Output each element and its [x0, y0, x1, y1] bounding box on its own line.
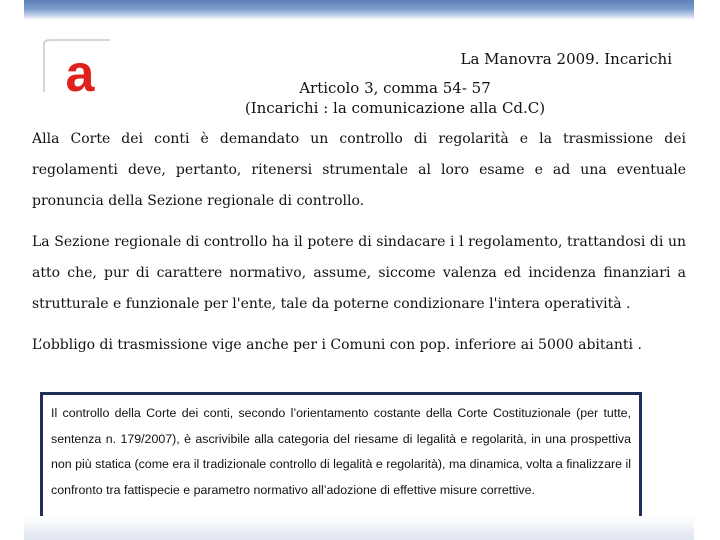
- header-title: La Manovra 2009. Incarichi: [460, 50, 672, 68]
- article-title-line1: Articolo 3, comma 54- 57: [299, 79, 491, 97]
- bottom-banner: [24, 516, 694, 540]
- article-title-line2: (Incarichi : la comunicazione alla Cd.C): [244, 99, 546, 117]
- paragraph: Alla Corte dei conti è demandato un controllo di regolarità e la trasmissione dei regolamenti deve, pertanto, ritenersi strumentale al loro esame e ad una eventuale pronuncia della Sezione regionale di controllo.: [32, 131, 686, 209]
- paragraph: L’obbligo di trasmissione vige anche per i Comuni con pop. inferiore ai 5000 abitanti .: [32, 337, 642, 353]
- callout-box: [40, 392, 642, 524]
- article-title: [0, 78, 720, 118]
- body-text: [32, 124, 686, 361]
- logo-letter: a: [65, 45, 95, 96]
- callout-text: Il controllo della Corte dei conti, secondo l’orientamento costante della Corte Costituzionale (per tutte, sentenza n. 179/2007), è ascrivibile alla categoria del riesame di legalità e regolarità, in una prospettiva non più statica (come era il tradizionale controllo di legalità e regolarità), ma dinamica, volta a finalizzare il confronto tra fattispecie e parametro normativo all’adozione di effettive misure correttive.: [51, 406, 631, 497]
- paragraph: La Sezione regionale di controllo ha il potere di sindacare i l regolamento, trattandosi di un atto che, pur di carattere normativo, assume, siccome valenza ed incidenza finanziari a strutturale e funzionale per l'ente, tale da poterne condizionare l'intera operatività .: [32, 234, 686, 312]
- top-banner: [24, 0, 694, 20]
